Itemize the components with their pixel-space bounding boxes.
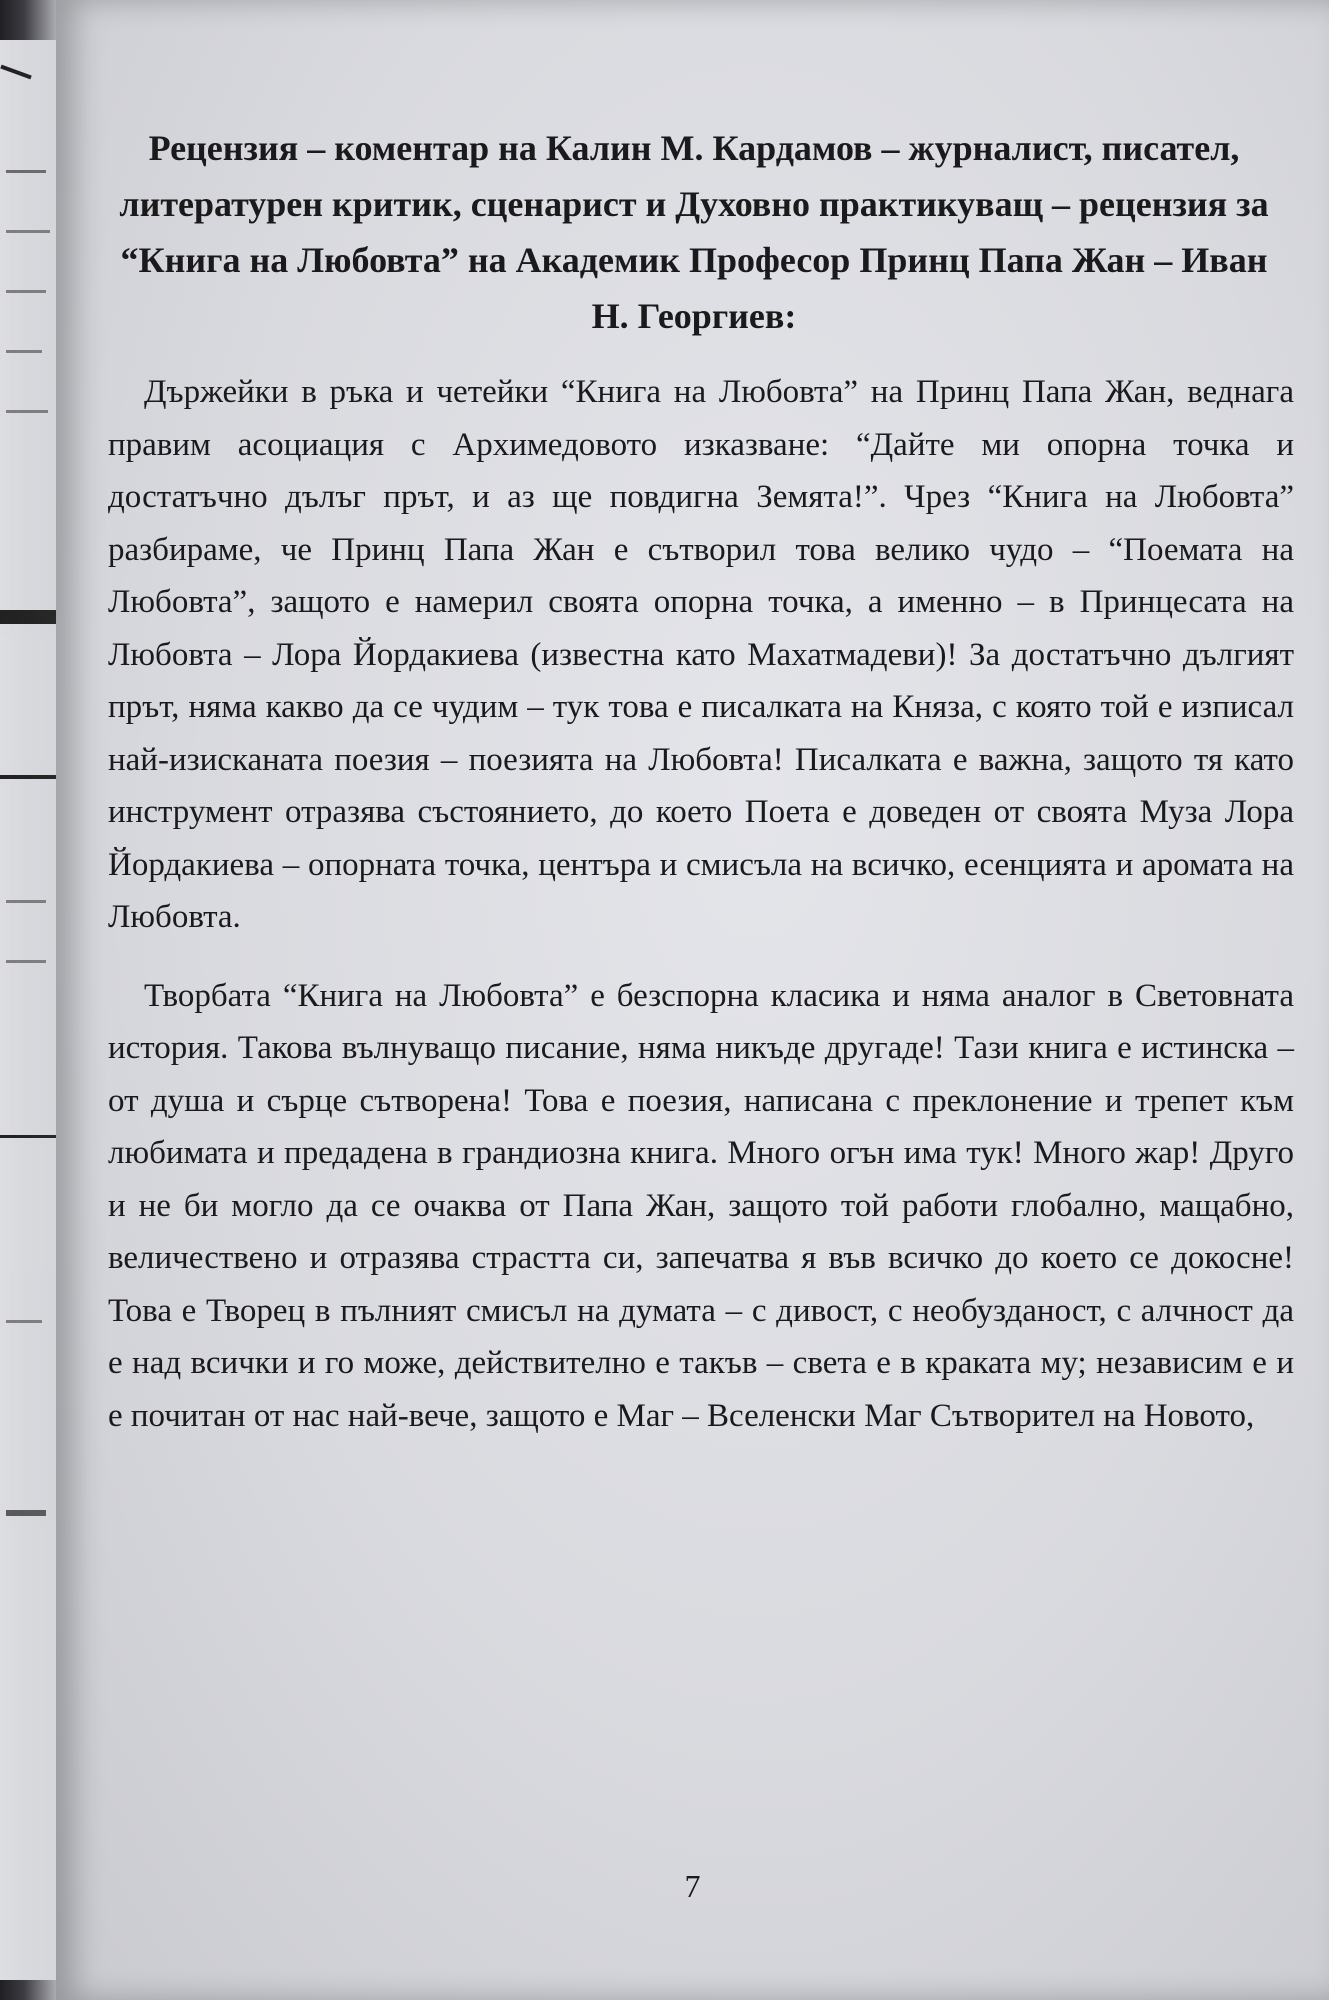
book-page	[56, 0, 1329, 2000]
paragraph-1: Държейки в ръка и четейки “Книга на Любовта” на Принц Папа Жан, веднага правим асоциация с Архимедовото изказване: “Дайте ми опорна точка и достатъчно дълъг прът, и аз ще повдигна Земята!”. Чрез “Книга на Любовта” разбираме, че Принц Папа Жан е сътворил това велико чудо – “Поемата на Любовта”, защото е намерил своята опорна точка, а именно – в Принцесата на Любовта – Лора Йордакиева (известна като Махатмадеви)! За достатъчно дългият прът, няма какво да се чудим – тук това е писалката на Княза, с която той е изписал най-изисканата поезия – поезията на Любовта! Писалката е важна, защото тя като инструмент отразява състоянието, до което Поета е доведен от своята Муза Лора Йордакиева – опорната точка, центъра и смисъла на всичко, есенцията и аромата на Любовта.	[108, 374, 1294, 935]
page-content	[94, 120, 1294, 1468]
review-title: Рецензия – коментар на Калин М. Кардамов – журналист, писател, литературен критик, сценарист и Духовно практикуващ – рецензия за “Книга на Любовта” на Академик Професор Принц Папа Жан – Иван Н. Георгиев:	[119, 128, 1269, 336]
paragraph-2: Творбата “Книга на Любовта” е безспорна класика и няма аналог в Световната история. Такова вълнуващо писание, няма никъде другаде! Тази книга е истинска – от душа и сърце сътворена! Това е поезия, написана с преклонение и трепет към любимата и предадена в грандиозна книга. Много огън има тук! Много жар! Друго и не би могло да се очаква от Папа Жан, защото той работи глобално, мащабно, величествено и отразява страстта си, запечатва я във всичко до което се докосне! Това е Творец в пълният смисъл на думата – с дивост, с необузданост, с алчност да е над всички и го може, действително е такъв – света е в краката му; независим е и е почитан от нас най-вече, защото е Маг – Вселенски Маг Сътворител на Новото,	[108, 977, 1294, 1434]
page-number: 7	[684, 1868, 701, 1904]
facing-page-edge	[0, 40, 58, 1980]
